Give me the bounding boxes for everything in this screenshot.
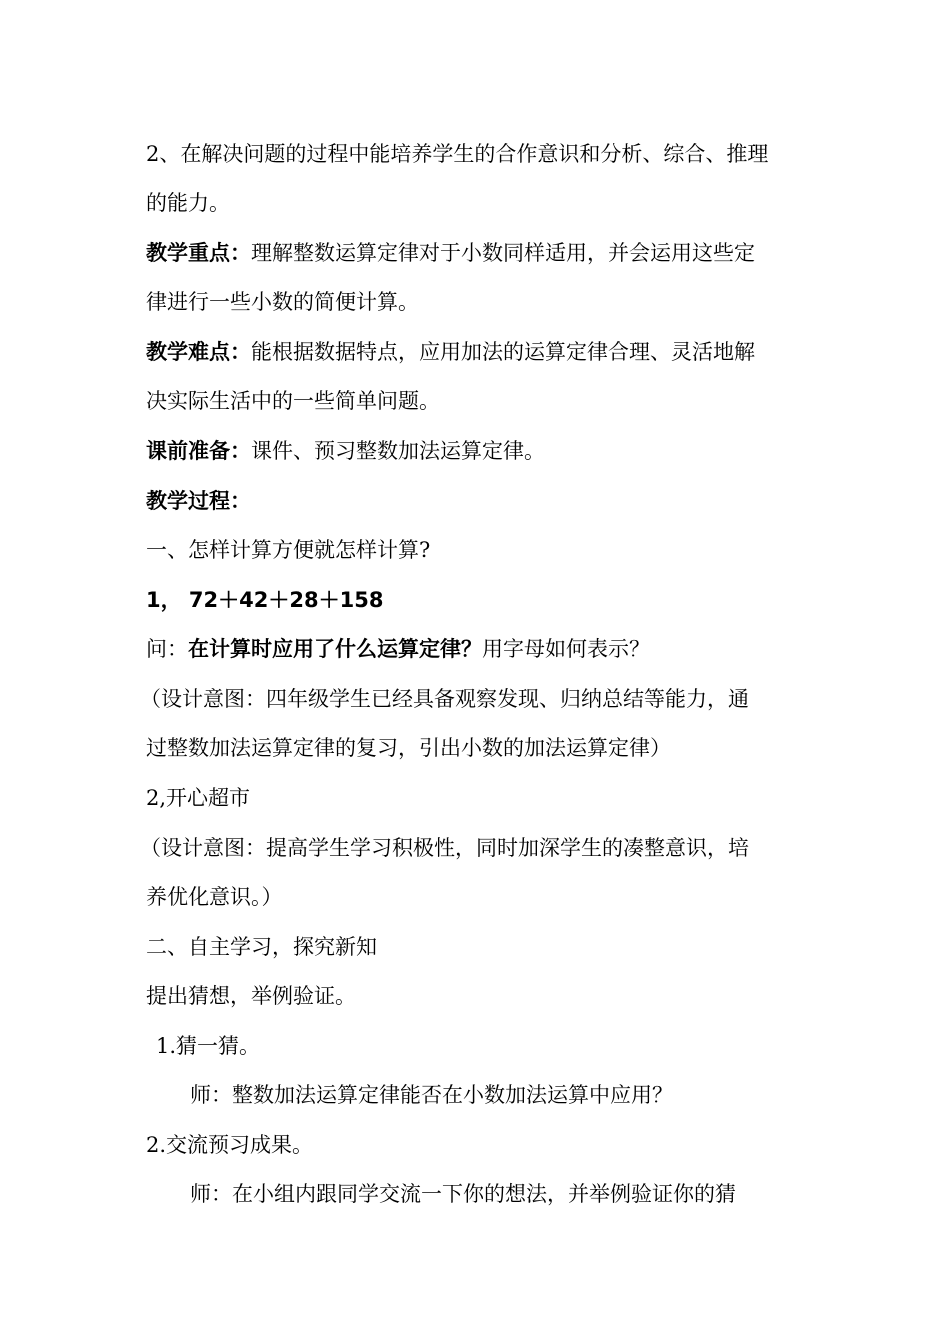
section-2-heading: 二、自主学习，探究新知 — [146, 935, 377, 959]
section-1-heading: 一、怎样计算方便就怎样计算? — [146, 538, 431, 562]
question-rest: 用字母如何表示？ — [482, 637, 650, 661]
step-1: 1.猜一猜。 — [156, 1034, 261, 1058]
teaching-focus-label: 教学重点： — [146, 241, 251, 265]
teaching-focus-continued: 律进行一些小数的简便计算。 — [146, 290, 419, 314]
teaching-focus — [146, 239, 755, 267]
teaching-process-heading: 教学过程： — [146, 489, 251, 513]
teacher-question-2: 师：在小组内跟同学交流一下你的想法，并举例验证你的猜 — [190, 1182, 736, 1206]
objective-2-line2: 的能力。 — [146, 191, 230, 215]
guess-intro: 提出猜想，举例验证。 — [146, 984, 356, 1008]
question-line — [146, 635, 650, 663]
teaching-difficulty-label: 教学难点： — [146, 340, 251, 364]
teaching-focus-text: 理解整数运算定律对于小数同样适用，并会运用这些定 — [251, 241, 755, 265]
design-intent-1-line1: （设计意图：四年级学生已经具备观察发现、归纳总结等能力，通 — [140, 687, 749, 711]
step-2: 2.交流预习成果。 — [146, 1133, 314, 1157]
design-intent-2-line2: 养优化意识。） — [146, 885, 283, 909]
teacher-question-1: 师：整数加法运算定律能否在小数加法运算中应用？ — [190, 1083, 673, 1107]
design-intent-2-line1: （设计意图：提高学生学习积极性，同时加深学生的凑整意识，培 — [140, 836, 749, 860]
design-intent-1-line2: 过整数加法运算定律的复习，引出小数的加法运算定律） — [146, 736, 671, 760]
question-bold: 在计算时应用了什么运算定律？ — [188, 637, 482, 661]
teaching-difficulty-continued: 决实际生活中的一些简单问题。 — [146, 389, 440, 413]
teaching-difficulty — [146, 338, 755, 366]
question-prefix: 问： — [146, 637, 188, 661]
preparation-text: 课件、预习整数加法运算定律。 — [251, 439, 545, 463]
preparation-label: 课前准备： — [146, 439, 251, 463]
objective-2-line1: 2、在解决问题的过程中能培养学生的合作意识和分析、综合、推理 — [146, 142, 769, 166]
example-2: 2,开心超市 — [146, 786, 251, 810]
teaching-difficulty-text: 能根据数据特点，应用加法的运算定律合理、灵活地解 — [251, 340, 755, 364]
preparation — [146, 437, 545, 465]
example-1: 1， 72＋42＋28＋158 — [146, 588, 384, 612]
